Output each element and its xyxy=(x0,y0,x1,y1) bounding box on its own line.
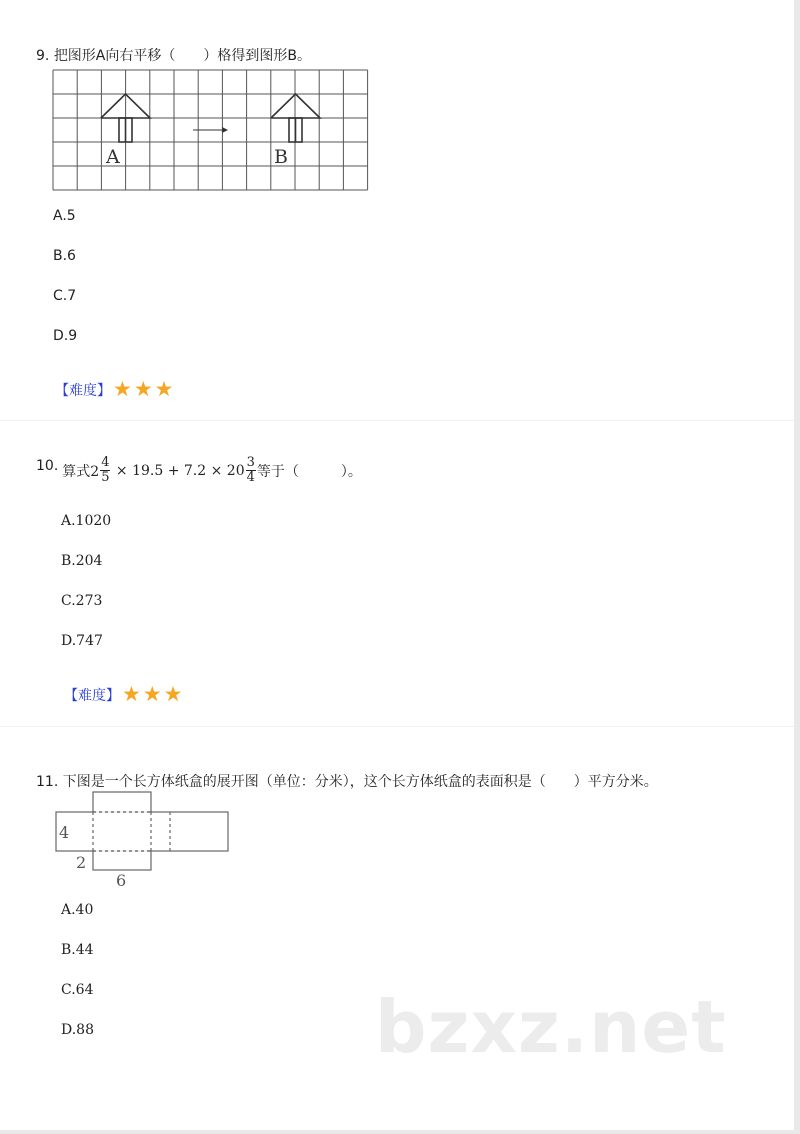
star-icon: ★ xyxy=(142,682,162,706)
option-a[interactable]: A.5 xyxy=(53,208,76,224)
question-text: 下图是一个长方体纸盒的展开图（单位：分米），这个长方体纸盒的表面积是（ ）平方分米。 xyxy=(62,774,658,790)
option-c[interactable]: C.273 xyxy=(61,593,103,609)
label-b: B xyxy=(274,146,288,168)
question-text-prefix: 算式2 xyxy=(62,463,100,480)
option-c[interactable]: C.7 xyxy=(53,288,77,304)
star-icon: ★ xyxy=(163,682,183,706)
difficulty-rating xyxy=(55,379,173,400)
question-number: 10. xyxy=(36,457,59,474)
fraction-4-5: $\frac{4}{5}$ xyxy=(101,455,110,485)
star-icon: ★ xyxy=(113,377,132,401)
option-a[interactable]: A.1020 xyxy=(61,513,112,529)
fraction-3-4: $\frac{3}{4}$ xyxy=(246,455,255,485)
question-9-title xyxy=(36,45,311,65)
translation-grid-figure xyxy=(50,68,370,194)
difficulty-label: 【难度】 xyxy=(64,687,120,704)
divider xyxy=(0,726,794,727)
question-text-suffix: 等于（ ）。 xyxy=(256,463,362,480)
option-b[interactable]: B.6 xyxy=(53,248,76,264)
dimension-height: 4 xyxy=(59,823,70,842)
watermark: bzxz.net xyxy=(375,985,727,1069)
question-10-title xyxy=(36,456,362,485)
dimension-length: 6 xyxy=(116,871,127,888)
page-bottom-edge xyxy=(0,1130,800,1134)
divider xyxy=(0,420,794,421)
difficulty-rating xyxy=(64,684,182,705)
option-b[interactable]: B.204 xyxy=(61,553,103,569)
option-b[interactable]: B.44 xyxy=(61,942,94,958)
option-d[interactable]: D.88 xyxy=(61,1022,94,1038)
question-text: 把图形A向右平移（ ）格得到图形B。 xyxy=(53,48,311,64)
star-icon: ★ xyxy=(154,377,174,401)
star-icon: ★ xyxy=(133,377,153,401)
question-number: 11. xyxy=(36,774,59,790)
question-number: 9. xyxy=(36,48,50,64)
difficulty-label: 【难度】 xyxy=(55,382,111,399)
option-a[interactable]: A.40 xyxy=(61,902,94,918)
box-net-figure xyxy=(50,788,240,888)
option-d[interactable]: D.9 xyxy=(53,328,78,344)
dimension-width: 2 xyxy=(76,853,87,872)
expression: × 19.5 + 7.2 × 20 xyxy=(111,462,245,479)
star-icon: ★ xyxy=(122,682,141,706)
label-a: A xyxy=(106,146,120,168)
option-c[interactable]: C.64 xyxy=(61,982,94,998)
option-d[interactable]: D.747 xyxy=(61,633,103,649)
page-edge xyxy=(794,0,800,1134)
